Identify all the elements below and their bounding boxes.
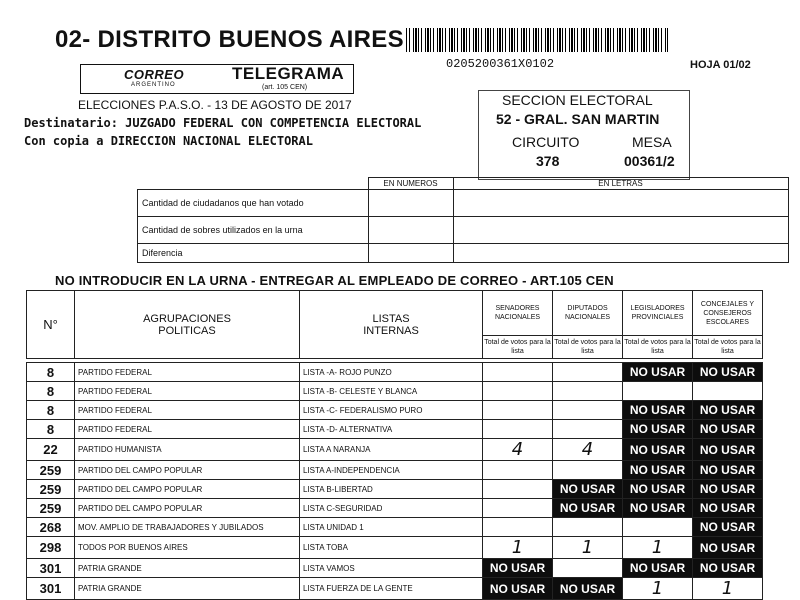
vote-cell[interactable]: 1 <box>623 537 693 559</box>
section-value: 52 - GRAL. SAN MARTIN <box>496 111 660 127</box>
recipient-line: Destinatario: JUZGADO FEDERAL CON COMPETENCIA ELECTORAL <box>24 116 422 130</box>
no-usar-cell: NO USAR <box>623 461 693 480</box>
table-row <box>27 461 763 480</box>
circuit-label: CIRCUITO <box>512 134 580 150</box>
count-number-cell[interactable] <box>368 244 453 263</box>
row-agrupacion: PARTIDO DEL CAMPO POPULAR <box>75 499 300 518</box>
row-number: 301 <box>27 559 75 578</box>
row-number: 298 <box>27 537 75 559</box>
row-agrupacion: PARTIDO HUMANISTA <box>75 439 300 461</box>
count-number-cell[interactable] <box>368 190 453 217</box>
count-number-cell[interactable] <box>368 217 453 244</box>
vote-cell[interactable] <box>553 401 623 420</box>
row-agrupacion: PARTIDO DEL CAMPO POPULAR <box>75 461 300 480</box>
vote-cell[interactable] <box>483 518 553 537</box>
no-usar-cell: NO USAR <box>623 559 693 578</box>
vote-cell[interactable]: 1 <box>623 578 693 600</box>
row-lista: LISTA A NARANJA <box>300 439 483 461</box>
sheet-number: HOJA 01/02 <box>690 59 751 71</box>
row-number: 301 <box>27 578 75 600</box>
row-number: 259 <box>27 480 75 499</box>
no-usar-cell: NO USAR <box>623 480 693 499</box>
no-usar-cell: NO USAR <box>623 401 693 420</box>
election-line: ELECCIONES P.A.S.O. - 13 DE AGOSTO DE 2017 <box>78 98 352 112</box>
vote-cell[interactable] <box>553 518 623 537</box>
no-usar-cell: NO USAR <box>483 559 553 578</box>
no-usar-cell: NO USAR <box>623 439 693 461</box>
count-col-numbers: EN NUMEROS <box>368 178 453 190</box>
warning-banner: NO INTRODUCIR EN LA URNA - ENTREGAR AL EMPLEADO DE CORREO - ART.105 CEN <box>55 273 614 288</box>
no-usar-cell: NO USAR <box>693 499 763 518</box>
col-listas: LISTAS INTERNAS <box>300 291 483 359</box>
table-row <box>27 499 763 518</box>
vote-cell[interactable] <box>483 382 553 401</box>
row-number: 8 <box>27 382 75 401</box>
row-lista: LISTA -C- FEDERALISMO PURO <box>300 401 483 420</box>
vote-cell[interactable] <box>483 363 553 382</box>
row-lista: LISTA A-INDEPENDENCIA <box>300 461 483 480</box>
row-number: 8 <box>27 420 75 439</box>
table-row <box>27 401 763 420</box>
no-usar-cell: NO USAR <box>693 518 763 537</box>
row-number: 22 <box>27 439 75 461</box>
col-number: N° <box>27 291 75 359</box>
mesa-value: 00361/2 <box>624 153 675 169</box>
mesa-label: MESA <box>632 134 672 150</box>
row-lista: LISTA -B- CELESTE Y BLANCA <box>300 382 483 401</box>
table-row <box>27 382 763 401</box>
vote-cell[interactable] <box>553 461 623 480</box>
vote-cell[interactable] <box>553 559 623 578</box>
row-agrupacion: PARTIDO FEDERAL <box>75 363 300 382</box>
vote-cell[interactable] <box>553 363 623 382</box>
row-lista: LISTA B-LIBERTAD <box>300 480 483 499</box>
count-row-label: Diferencia <box>138 244 369 263</box>
vote-count-table <box>137 177 789 263</box>
row-lista: LISTA -D- ALTERNATIVA <box>300 420 483 439</box>
count-letters-cell[interactable] <box>453 190 788 217</box>
row-lista: LISTA TOBA <box>300 537 483 559</box>
table-row <box>27 559 763 578</box>
table-row <box>27 420 763 439</box>
row-agrupacion: PATRIA GRANDE <box>75 559 300 578</box>
no-usar-cell: NO USAR <box>693 559 763 578</box>
row-lista: LISTA -A- ROJO PUNZO <box>300 363 483 382</box>
no-usar-cell: NO USAR <box>623 363 693 382</box>
no-usar-cell: NO USAR <box>693 461 763 480</box>
row-lista: LISTA FUERZA DE LA GENTE <box>300 578 483 600</box>
vote-cell[interactable] <box>483 499 553 518</box>
barcode-icon <box>406 28 668 52</box>
col-concejales: CONCEJALES Y CONSEJEROS ESCOLARES <box>693 291 763 336</box>
document-code: 0205200361X0102 <box>446 57 555 71</box>
row-agrupacion: PATRIA GRANDE <box>75 578 300 600</box>
vote-cell[interactable] <box>553 382 623 401</box>
row-lista: LISTA C-SEGURIDAD <box>300 499 483 518</box>
count-col-letters: EN LETRAS <box>453 178 788 190</box>
table-row <box>27 537 763 559</box>
no-usar-cell: NO USAR <box>693 480 763 499</box>
table-row <box>27 518 763 537</box>
vote-cell[interactable] <box>483 401 553 420</box>
row-lista: LISTA UNIDAD 1 <box>300 518 483 537</box>
table-row <box>27 439 763 461</box>
vote-cell[interactable]: 1 <box>483 537 553 559</box>
row-agrupacion: MOV. AMPLIO DE TRABAJADORES Y JUBILADOS <box>75 518 300 537</box>
no-usar-cell: NO USAR <box>693 363 763 382</box>
row-agrupacion: PARTIDO FEDERAL <box>75 401 300 420</box>
row-number: 259 <box>27 499 75 518</box>
col-diputados: DIPUTADOS NACIONALES <box>553 291 623 336</box>
col-subheader: Total de votos para la lista <box>693 336 763 359</box>
no-usar-cell: NO USAR <box>623 499 693 518</box>
vote-cell[interactable] <box>623 382 693 401</box>
vote-cell[interactable]: 1 <box>693 578 763 600</box>
no-usar-cell: NO USAR <box>483 578 553 600</box>
row-agrupacion: PARTIDO FEDERAL <box>75 382 300 401</box>
vote-cell[interactable] <box>693 382 763 401</box>
col-subheader: Total de votos para la lista <box>553 336 623 359</box>
correo-logo: CORREO <box>124 67 185 82</box>
row-agrupacion: PARTIDO DEL CAMPO POPULAR <box>75 480 300 499</box>
row-agrupacion: PARTIDO FEDERAL <box>75 420 300 439</box>
no-usar-cell: NO USAR <box>693 439 763 461</box>
vote-cell[interactable]: 1 <box>553 537 623 559</box>
col-senadores: SENADORES NACIONALES <box>483 291 553 336</box>
telegram-article: (art. 105 CEN) <box>262 84 308 91</box>
vote-cell[interactable]: 4 <box>483 439 553 461</box>
correo-logo-subtitle: ARGENTINO <box>131 82 176 88</box>
count-letters-cell[interactable] <box>453 244 788 263</box>
no-usar-cell: NO USAR <box>693 420 763 439</box>
col-legisladores: LEGISLADORES PROVINCIALES <box>623 291 693 336</box>
vote-cell[interactable] <box>553 420 623 439</box>
vote-cell[interactable] <box>483 420 553 439</box>
no-usar-cell: NO USAR <box>553 578 623 600</box>
count-letters-cell[interactable] <box>453 217 788 244</box>
vote-cell[interactable]: 4 <box>553 439 623 461</box>
row-number: 8 <box>27 401 75 420</box>
col-subheader: Total de votos para la lista <box>623 336 693 359</box>
row-number: 268 <box>27 518 75 537</box>
telegram-title: TELEGRAMA <box>232 64 345 83</box>
circuit-value: 378 <box>536 153 560 169</box>
col-subheader: Total de votos para la lista <box>483 336 553 359</box>
vote-cell[interactable] <box>483 480 553 499</box>
copy-line: Con copia a DIRECCION NACIONAL ELECTORAL <box>24 134 313 148</box>
row-agrupacion: TODOS POR BUENOS AIRES <box>75 537 300 559</box>
no-usar-cell: NO USAR <box>553 480 623 499</box>
count-row-label: Cantidad de ciudadanos que han votado <box>138 190 369 217</box>
table-row <box>27 578 763 600</box>
count-row-label: Cantidad de sobres utilizados en la urna <box>138 217 369 244</box>
no-usar-cell: NO USAR <box>553 499 623 518</box>
table-row <box>27 363 763 382</box>
no-usar-cell: NO USAR <box>693 537 763 559</box>
row-number: 8 <box>27 363 75 382</box>
vote-cell[interactable] <box>483 461 553 480</box>
col-agrupaciones: AGRUPACIONES POLITICAS <box>75 291 300 359</box>
row-lista: LISTA VAMOS <box>300 559 483 578</box>
row-number: 259 <box>27 461 75 480</box>
section-label: SECCION ELECTORAL <box>502 92 653 108</box>
no-usar-cell: NO USAR <box>693 401 763 420</box>
table-row <box>27 480 763 499</box>
vote-cell[interactable] <box>623 518 693 537</box>
votes-table <box>26 290 763 600</box>
no-usar-cell: NO USAR <box>623 420 693 439</box>
district-title: 02- DISTRITO BUENOS AIRES <box>55 26 404 53</box>
